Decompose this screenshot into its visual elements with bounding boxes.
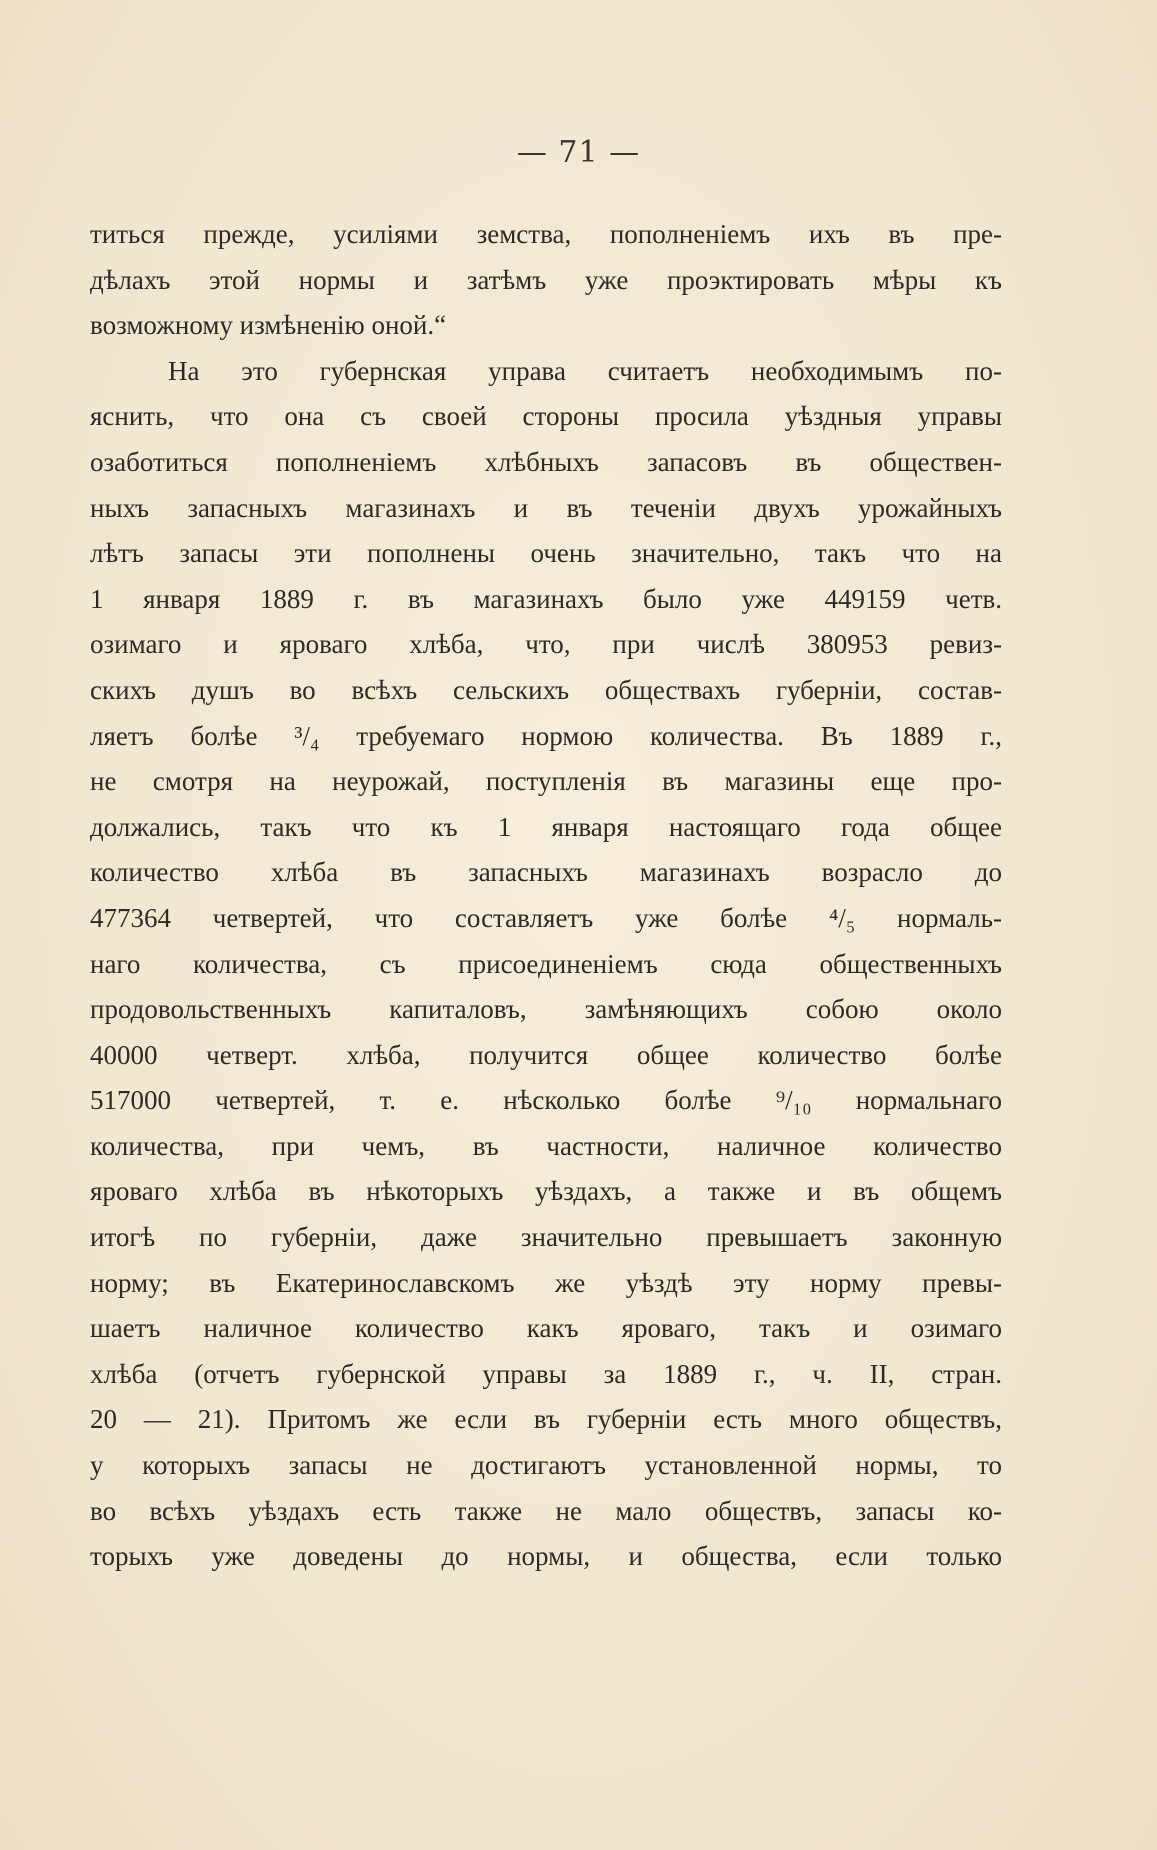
text-line: дѣлахъ этой нормы и затѣмъ уже проэктировать мѣры къ xyxy=(90,264,1002,295)
text-line: яснить, что она съ своей стороны просила уѣздныя управы xyxy=(90,401,1002,432)
text-line: 477364 четвертей, что составляетъ уже болѣе ⁴/₅ нормаль- xyxy=(90,902,1002,933)
paragraph-start-line: На это губернская управа считаетъ необходимымъ по- xyxy=(168,355,1002,386)
text-line: продовольственныхъ капиталовъ, замѣняющихъ собою около xyxy=(90,994,1002,1025)
text-line: лѣтъ запасы эти пополнены очень значительно, такъ что на xyxy=(90,538,1002,569)
text-line: во всѣхъ уѣздахъ есть также не мало обществъ, запасы ко- xyxy=(90,1495,1002,1526)
text-line: количества, при чемъ, въ частности, наличное количество xyxy=(90,1130,1002,1161)
text-line: яроваго хлѣба въ нѣкоторыхъ уѣздахъ, а также и въ общемъ xyxy=(90,1176,1002,1207)
text-line: титься прежде, усиліями земства, пополненіемъ ихъ въ пре- xyxy=(90,219,1002,249)
text-line: должались, такъ что къ 1 января настоящаго года общее xyxy=(90,811,1002,842)
text-line: 40000 четверт. хлѣба, получится общее количество болѣе xyxy=(90,1039,1002,1070)
text-line: возможному измѣненію оной.“ xyxy=(90,310,447,341)
text-line: 517000 четвертей, т. е. нѣсколько болѣе ⁹/₁₀ нормальнаго xyxy=(90,1085,1002,1116)
text-line: скихъ душъ во всѣхъ сельскихъ обществахъ губерніи, состав- xyxy=(90,674,1002,705)
text-line: ныхъ запасныхъ магазинахъ и въ теченіи двухъ урожайныхъ xyxy=(90,492,1002,523)
text-line: не смотря на неурожай, поступленія въ магазины еще про- xyxy=(90,766,1002,797)
text-line: наго количества, съ присоединеніемъ сюда общественныхъ xyxy=(90,948,1002,979)
text-line: торыхъ уже доведены до нормы, и общества, если только xyxy=(90,1541,1002,1572)
text-line: норму; въ Екатеринославскомъ же уѣздѣ эту норму превы- xyxy=(90,1267,1002,1298)
body-text xyxy=(90,212,1002,1580)
text-line: озаботиться пополненіемъ хлѣбныхъ запасовъ въ обществен- xyxy=(90,446,1002,477)
text-line: 1 января 1889 г. въ магазинахъ было уже 449159 четв. xyxy=(90,583,1002,614)
text-line: озимаго и яроваго хлѣба, что, при числѣ 380953 ревиз- xyxy=(90,629,1002,660)
text-line: ляетъ болѣе ³/₄ требуемаго нормою количества. Въ 1889 г., xyxy=(90,720,1002,751)
text-line: 20 — 21). Притомъ же если въ губерніи есть много обществъ, xyxy=(90,1404,1002,1435)
text-line: шаетъ наличное количество какъ яроваго, такъ и озимаго xyxy=(90,1313,1002,1344)
text-line: итогѣ по губерніи, даже значительно превышаетъ законную xyxy=(90,1222,1002,1253)
page-number: — 71 — xyxy=(516,135,641,170)
text-line: хлѣба (отчетъ губернской управы за 1889 г., ч. II, стран. xyxy=(90,1358,1002,1389)
text-line: количество хлѣба въ запасныхъ магазинахъ возрасло до xyxy=(90,857,1002,888)
text-line: у которыхъ запасы не достигаютъ установленной нормы, то xyxy=(90,1450,1002,1481)
